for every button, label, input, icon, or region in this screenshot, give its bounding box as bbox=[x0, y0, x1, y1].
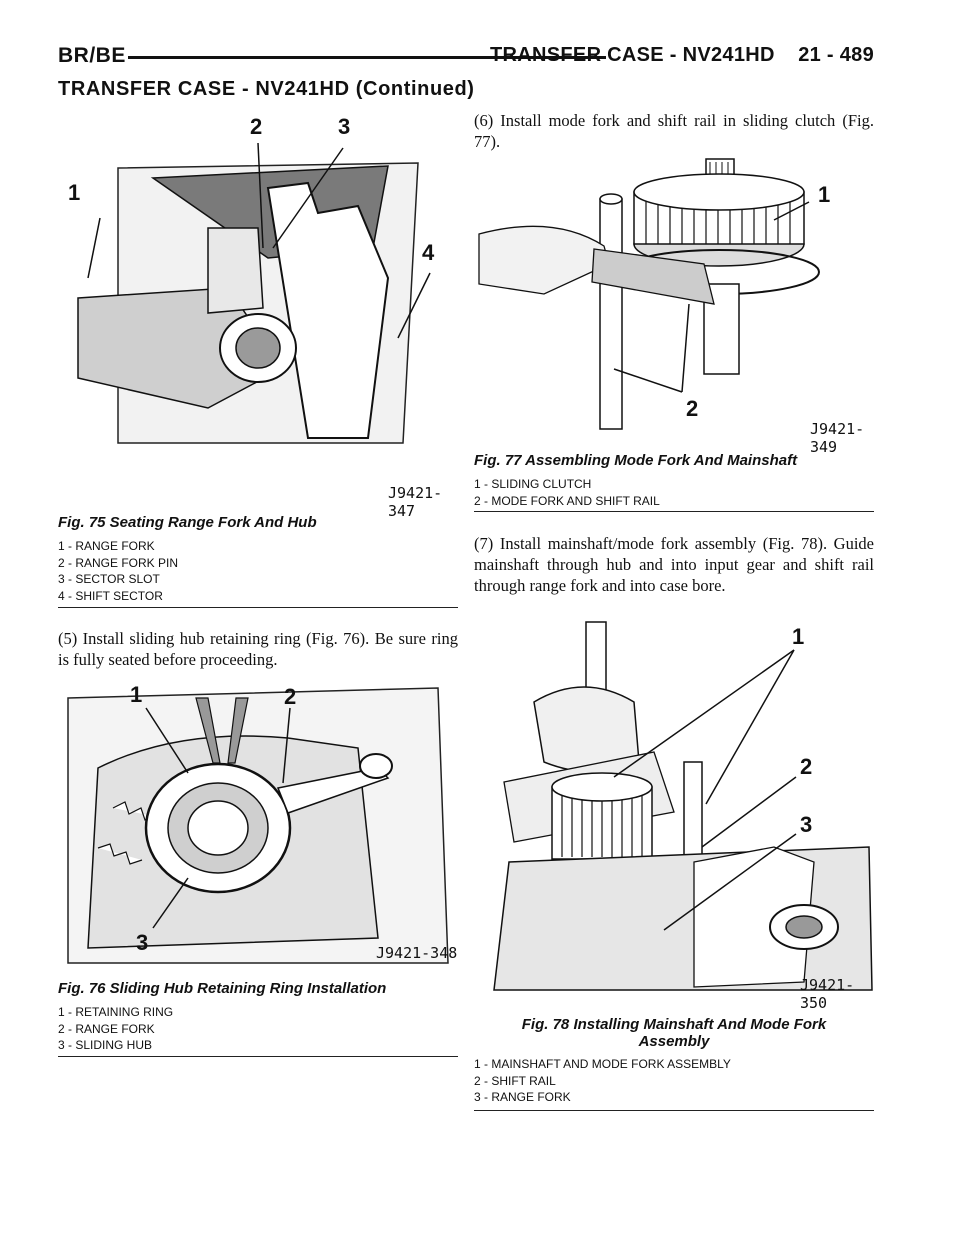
fig78-callout-1: 1 bbox=[792, 624, 805, 649]
legend-item: 2 - RANGE FORK bbox=[58, 1021, 155, 1036]
fig76-caption: Fig. 76 Sliding Hub Retaining Ring Installation bbox=[58, 980, 387, 997]
fig77-rule bbox=[474, 511, 874, 512]
legend-item: 1 - RANGE FORK bbox=[58, 539, 155, 553]
fig76-callout-3: 3 bbox=[136, 930, 149, 955]
fig75-callout-1: 1 bbox=[68, 180, 81, 205]
fig78-caption-line1: Fig. 78 Installing Mainshaft And Mode Fork bbox=[521, 1016, 827, 1033]
legend-item: 2 - RANGE FORK PIN bbox=[58, 555, 179, 570]
legend-item: 3 - RANGE FORK bbox=[474, 1090, 571, 1104]
legend-item: 1 - MAINSHAFT AND MODE FORK ASSEMBLY bbox=[474, 1057, 731, 1071]
header-model: BR/BE bbox=[58, 44, 126, 67]
step-5-text: (5) Install sliding hub retaining ring (Fig. 76). Be sure ring is fully seated before proceeding. bbox=[58, 629, 458, 669]
header-section: TRANSFER CASE - NV241HD 21 - 489 bbox=[490, 44, 874, 66]
continuation-title: TRANSFER CASE - NV241HD (Continued) bbox=[58, 78, 475, 100]
fig76-callout-2: 2 bbox=[284, 684, 297, 709]
fig78-code: J9421-350 bbox=[800, 976, 855, 1012]
figure-75-illustration bbox=[58, 108, 458, 520]
step-7-text: (7) Install mainshaft/mode fork assembly (Fig. 78). Guide mainshaft through hub and into input gear and shift rail through range fork and into case bore. bbox=[474, 534, 874, 595]
page-header bbox=[58, 44, 874, 78]
fig77-callout-1: 1 bbox=[818, 182, 831, 207]
fig76-rule bbox=[58, 1056, 458, 1057]
fig75-callout-4: 4 bbox=[422, 240, 435, 265]
legend-item: 1 - RETAINING RING bbox=[58, 1005, 174, 1019]
legend-item: 1 - SLIDING CLUTCH bbox=[474, 477, 592, 491]
fig78-callout-3: 3 bbox=[800, 812, 813, 837]
figure-76-illustration bbox=[58, 678, 458, 970]
fig78-caption-line2: Assembly bbox=[638, 1033, 710, 1050]
step-6-text: (6) Install mode fork and shift rail in sliding clutch (Fig. 77). bbox=[474, 111, 874, 151]
legend-item: 4 - SHIFT SECTOR bbox=[58, 588, 163, 603]
fig75-legend bbox=[58, 538, 178, 604]
mainshaft-assembly-drawing bbox=[474, 612, 874, 992]
fig78-rule bbox=[474, 1110, 874, 1111]
fig76-callout-1: 1 bbox=[130, 682, 143, 707]
fig78-caption bbox=[474, 1016, 874, 1050]
fig75-caption: Fig. 75 Seating Range Fork And Hub bbox=[58, 514, 317, 531]
retaining-ring-drawing bbox=[58, 678, 458, 970]
figure-78-illustration bbox=[474, 612, 874, 1012]
fig77-caption: Fig. 77 Assembling Mode Fork And Mainshaft bbox=[474, 452, 798, 469]
fig76-legend bbox=[58, 1004, 173, 1054]
legend-item: 3 - SLIDING HUB bbox=[58, 1038, 153, 1052]
fig77-code: J9421-349 bbox=[810, 420, 865, 456]
fig77-callout-2: 2 bbox=[686, 396, 699, 421]
legend-item: 3 - SECTOR SLOT bbox=[58, 572, 160, 586]
fig75-callout-2: 2 bbox=[250, 114, 263, 139]
fig75-callout-3: 3 bbox=[338, 114, 351, 139]
fig78-callout-2: 2 bbox=[800, 754, 813, 779]
fig75-code: J9421-347 bbox=[388, 484, 443, 520]
fig75-rule bbox=[58, 607, 458, 608]
page-number: 21 - 489 bbox=[798, 44, 874, 66]
figure-77-illustration bbox=[474, 154, 874, 456]
fig76-code: J9421-348 bbox=[376, 944, 458, 962]
mode-fork-drawing bbox=[474, 154, 874, 444]
fig77-legend bbox=[474, 476, 660, 509]
fig78-legend bbox=[474, 1056, 731, 1106]
legend-item: 2 - SHIFT RAIL bbox=[474, 1073, 556, 1088]
legend-item: 2 - MODE FORK AND SHIFT RAIL bbox=[474, 493, 660, 508]
range-fork-drawing bbox=[58, 108, 458, 508]
